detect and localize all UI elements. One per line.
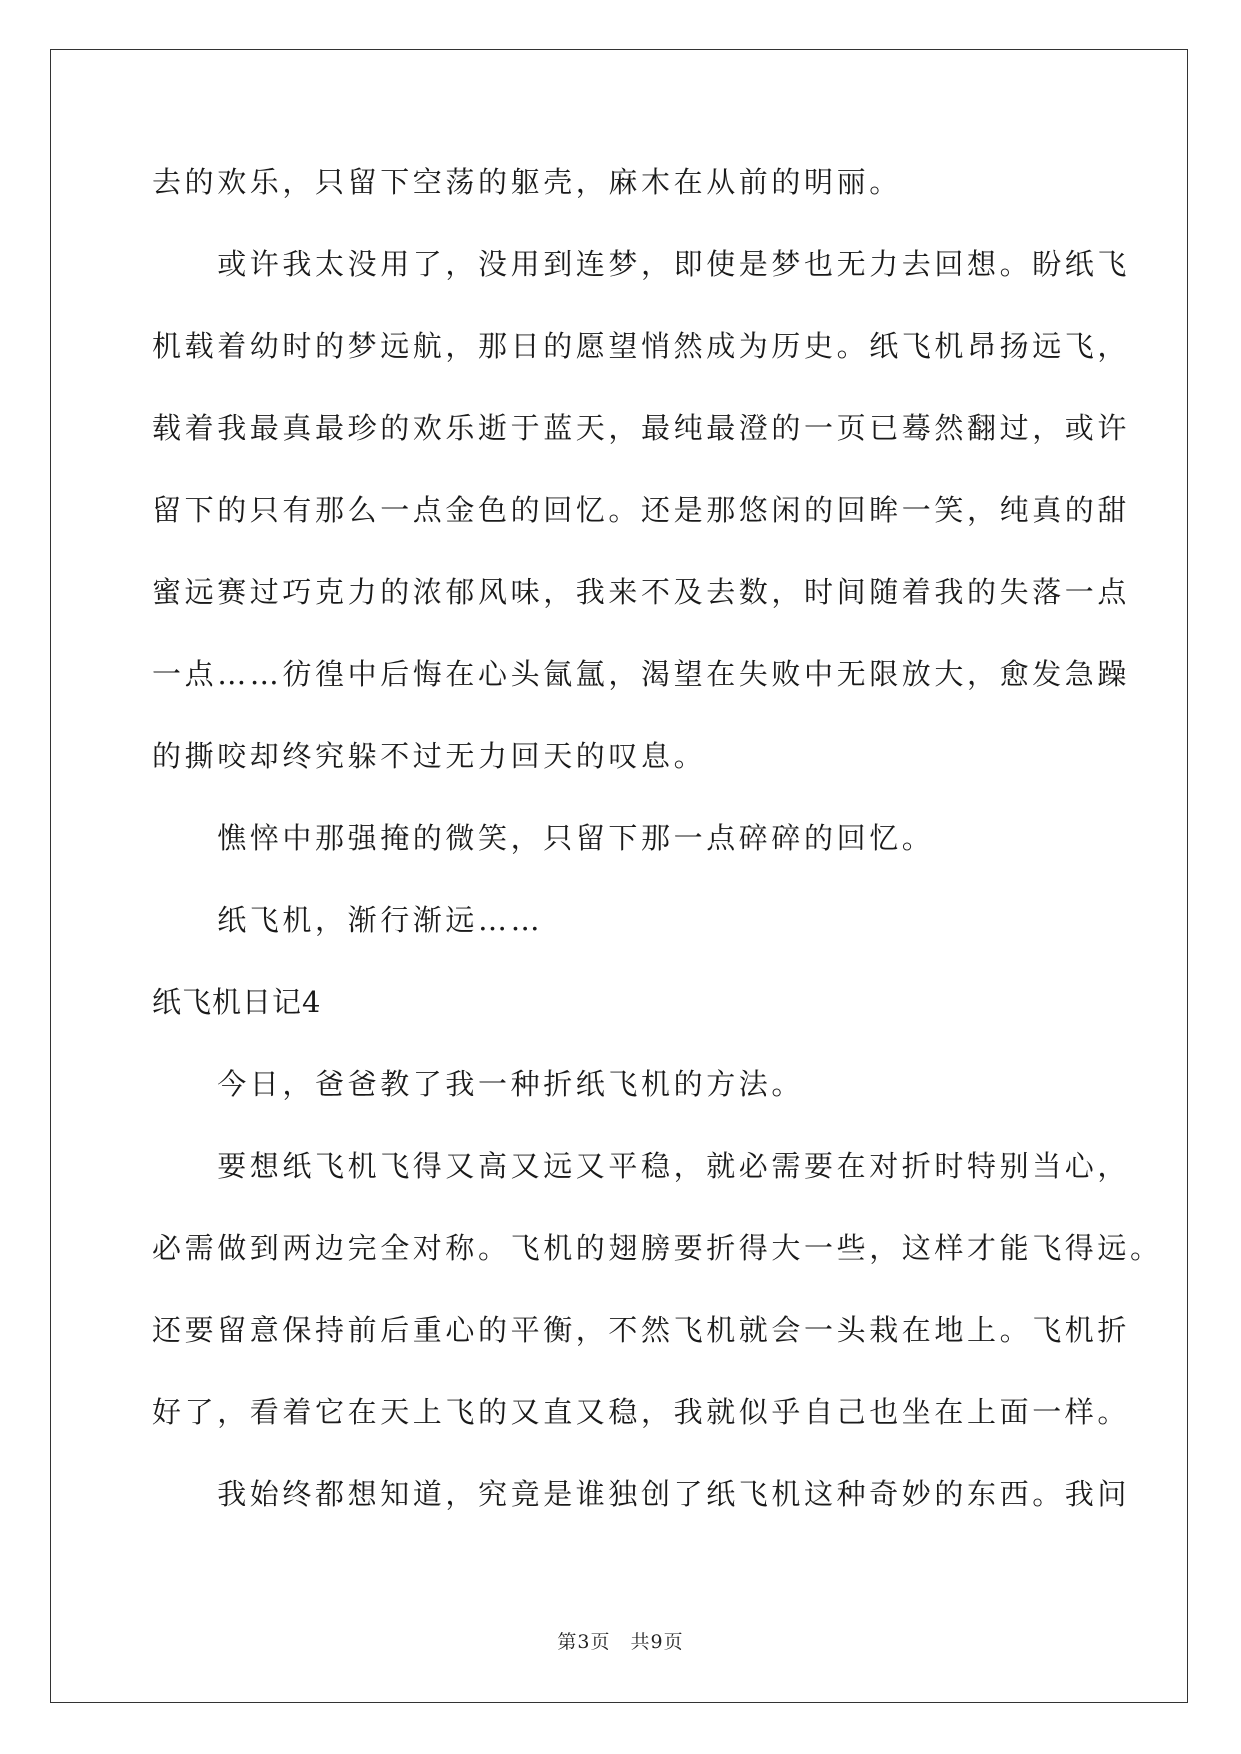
page-number: 第3页 共9页 bbox=[557, 1631, 684, 1653]
paragraph-line: 还要留意保持前后重心的平衡，不然飞机就会一头栽在地上。飞机折 bbox=[152, 1313, 1131, 1347]
paragraph-line: 蜜远赛过巧克力的浓郁风味，我来不及去数，时间随着我的失落一点 bbox=[152, 575, 1131, 609]
paragraph-line: 去的欢乐，只留下空荡的躯壳，麻木在从前的明丽。 bbox=[152, 165, 902, 199]
paragraph-line: 我始终都想知道，究竟是谁独创了纸飞机这种奇妙的东西。我问 bbox=[152, 1477, 1131, 1511]
paragraph-line: 今日，爸爸教了我一种折纸飞机的方法。 bbox=[152, 1067, 805, 1101]
paragraph-line: 一点……彷徨中后悔在心头氤氲，渴望在失败中无限放大，愈发急躁 bbox=[152, 657, 1131, 691]
paragraph-line: 机载着幼时的梦远航，那日的愿望悄然成为历史。纸飞机昂扬远飞， bbox=[152, 329, 1131, 363]
section-heading: 纸飞机日记4 bbox=[152, 985, 322, 1019]
document-body bbox=[152, 162, 1163, 1556]
paragraph-line: 要想纸飞机飞得又高又远又平稳，就必需要在对折时特别当心， bbox=[152, 1149, 1131, 1183]
paragraph-line: 或许我太没用了，没用到连梦，即使是梦也无力去回想。盼纸飞 bbox=[152, 247, 1131, 281]
paragraph-line: 纸飞机，渐行渐远…… bbox=[152, 903, 544, 937]
paragraph-line: 必需做到两边完全对称。飞机的翅膀要折得大一些，这样才能飞得远。 bbox=[152, 1231, 1163, 1265]
paragraph-line: 留下的只有那么一点金色的回忆。还是那悠闲的回眸一笑，纯真的甜 bbox=[152, 493, 1131, 527]
paragraph-line: 好了，看着它在天上飞的又直又稳，我就似乎自己也坐在上面一样。 bbox=[152, 1395, 1131, 1429]
page-footer bbox=[0, 1627, 1241, 1654]
paragraph-line: 憔悴中那强掩的微笑，只留下那一点碎碎的回忆。 bbox=[152, 821, 935, 855]
paragraph-line: 载着我最真最珍的欢乐逝于蓝天，最纯最澄的一页已蓦然翻过，或许 bbox=[152, 411, 1131, 445]
paragraph-line: 的撕咬却终究躲不过无力回天的叹息。 bbox=[152, 739, 707, 773]
